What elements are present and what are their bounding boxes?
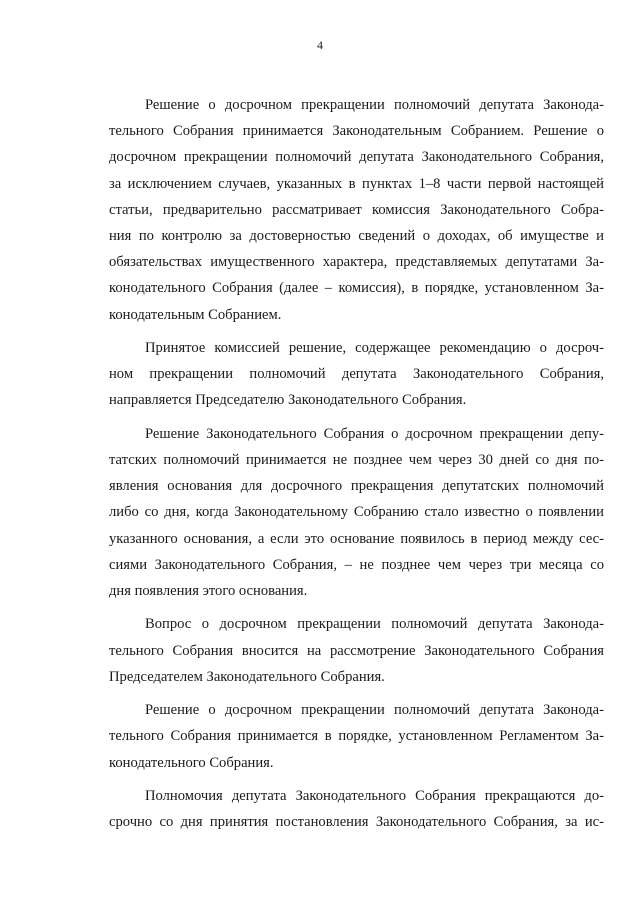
paragraph [109,783,604,835]
text-line: Решение о досрочном прекращении полномочий депутата Законода- [145,702,604,719]
text-line: Вопрос о досрочном прекращении полномочий депутата Законода- [145,616,604,633]
text-line: конодательного Собрания (далее – комиссия), в порядке, установленном За- [109,280,604,297]
text-line: явления основания для досрочного прекращения депутатских полномочий [109,478,604,495]
paragraph [109,611,604,690]
text-line: обязательствах имущественного характера, представляемых депутатами За- [109,254,604,271]
text-line: Решение Законодательного Собрания о досрочном прекращении депу- [145,425,604,442]
text-line: Решение о досрочном прекращении полномочий депутата Законода- [145,97,604,113]
paragraph [109,697,604,776]
text-line: Полномочия депутата Законодательного Собрания прекращаются до- [145,788,604,805]
text-line: тельного Собрания вносится на рассмотрение Законодательного Собрания [109,642,604,659]
text-line: статьи, предварительно рассматривает комиссия Законодательного Собра- [109,201,604,218]
text-line: тельного Собрания принимается Законодательным Собранием. Решение о [109,123,604,140]
text-line: Председателем Законодательного Собрания. [109,668,385,685]
text-line: ном прекращении полномочий депутата Законодательного Собрания, [109,366,604,383]
text-line: конодательного Собрания. [109,754,274,771]
text-line: досрочном прекращении полномочий депутата Законодательного Собрания, [109,149,604,166]
text-line: указанного основания, а если это основание появилось в период между сес- [109,530,604,547]
text-line: за исключением случаев, указанных в пунктах 1–8 части первой настоящей [109,175,604,192]
text-line: ния по контролю за достоверностью сведений о доходах, об имуществе и [109,228,604,245]
text-line: Принятое комиссией решение, содержащее рекомендацию о досроч- [145,340,604,357]
text-line: сиями Законодательного Собрания, – не позднее чем через три месяца со [109,556,604,573]
text-line: срочно со дня принятия постановления Законодательного Собрания, за ис- [109,814,604,831]
text-line: тельного Собрания принимается в порядке, установленном Регламентом За- [109,728,604,745]
paragraph [109,92,604,328]
paragraph [109,421,604,604]
text-line: татских полномочий принимается не позднее чем через 30 дней со дня по- [109,452,604,469]
text-line: либо со дня, когда Законодательному Собранию стало известно о появлении [109,504,604,521]
page-number: 4 [317,38,323,52]
text-line: конодательным Собранием. [109,306,282,323]
text-line: дня появления этого основания. [109,583,308,600]
paragraph [109,335,604,414]
text-line: направляется Председателю Законодательного Собрания. [109,392,467,409]
document-body [109,92,604,843]
